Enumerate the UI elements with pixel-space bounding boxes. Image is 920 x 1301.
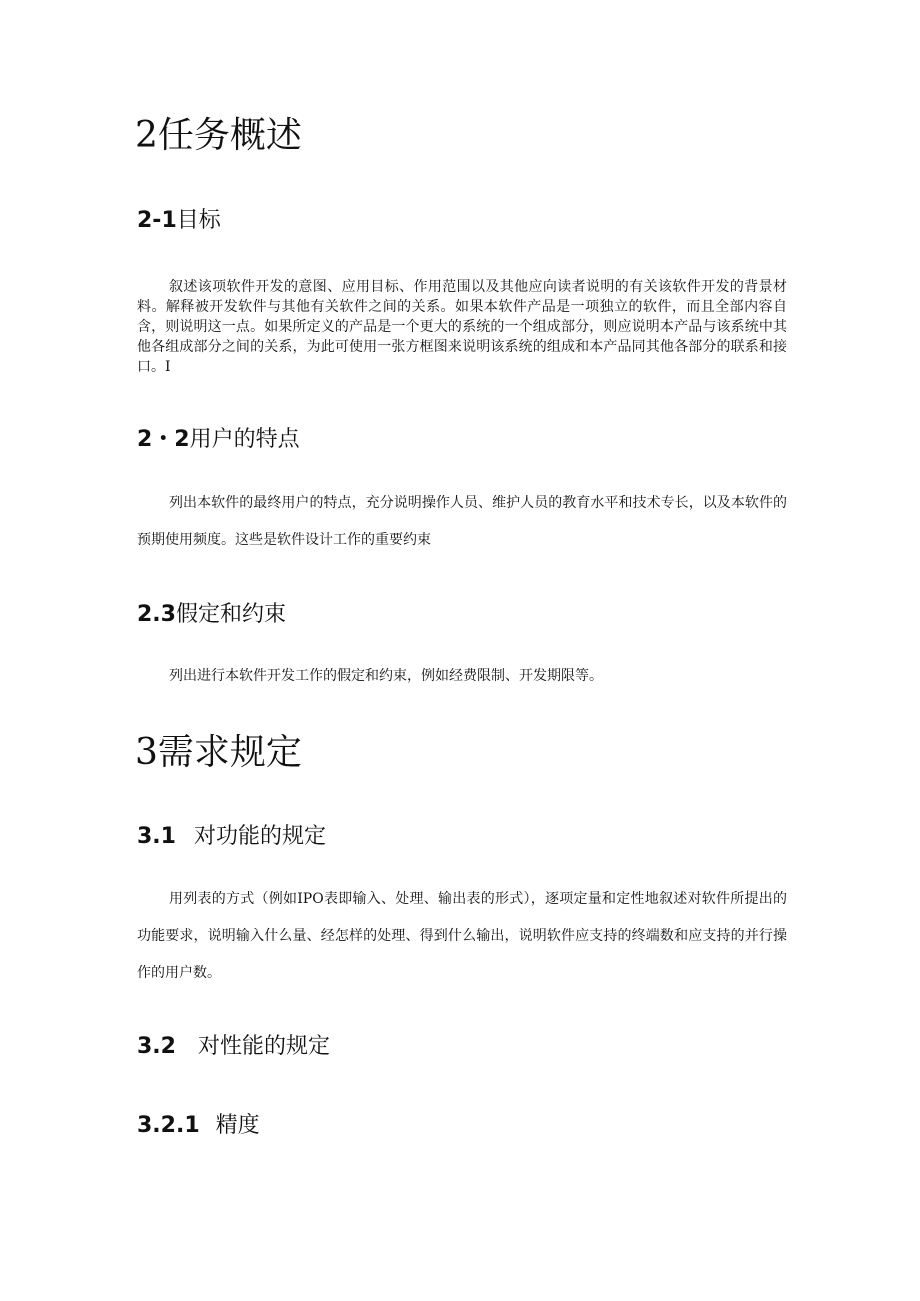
heading-number: 2-1 xyxy=(137,208,177,233)
heading-section-3-2 xyxy=(137,1032,330,1062)
heading-number: 2・2 xyxy=(137,427,190,452)
heading-section-2-3 xyxy=(137,600,286,630)
heading-section-2-2 xyxy=(137,425,300,455)
heading-number: 3.1 xyxy=(137,824,176,849)
paragraph-functional-requirements: 用列表的方式（例如IPO表即输入、处理、输出表的形式），逐项定量和定性地叙述对软件所提出的功能要求，说明输入什么量、经怎样的处理、得到什么输出，说明软件应支持的终端数和应支持的并行操作的用户数。 xyxy=(137,891,787,981)
heading-section-2: 2任务概述 xyxy=(135,115,302,156)
heading-number: 3.2 xyxy=(137,1034,176,1059)
heading-text: 假定和约束 xyxy=(175,602,286,627)
heading-text: 用户的特点 xyxy=(189,427,300,452)
heading-section-3: 3需求规定 xyxy=(135,732,302,773)
heading-number: 2.3 xyxy=(137,602,176,627)
heading-section-2-1 xyxy=(137,206,221,236)
heading-text: 对功能的规定 xyxy=(193,824,326,849)
heading-section-3-2-1 xyxy=(137,1111,260,1141)
paragraph-user-characteristics: 列出本软件的最终用户的特点，充分说明操作人员、维护人员的教育水平和技术专长，以及本软件的预期使用频度。这些是软件设计工作的重要约束 xyxy=(137,495,787,548)
heading-text: 对性能的规定 xyxy=(197,1034,330,1059)
heading-section-3-1 xyxy=(137,822,326,852)
heading-text: 精度 xyxy=(215,1113,260,1138)
paragraph-goal: 叙述该项软件开发的意图、应用目标、作用范围以及其他应向读者说明的有关该软件开发的背景材料。解释被开发软件与其他有关软件之间的关系。如果本软件产品是一项独立的软件，而且全部内容自含，则说明这一点。如果所定义的产品是一个更大的系统的一个组成部分，则应说明本产品与该系统中其他各组成部分之间的关系，为此可使用一张方框图来说明该系统的组成和本产品同其他各部分的联系和接口。I xyxy=(137,279,787,375)
paragraph-assumptions: 列出进行本软件开发工作的假定和约束，例如经费限制、开发期限等。 xyxy=(169,668,603,684)
heading-text: 目标 xyxy=(176,208,221,233)
heading-number: 3.2.1 xyxy=(137,1113,200,1138)
